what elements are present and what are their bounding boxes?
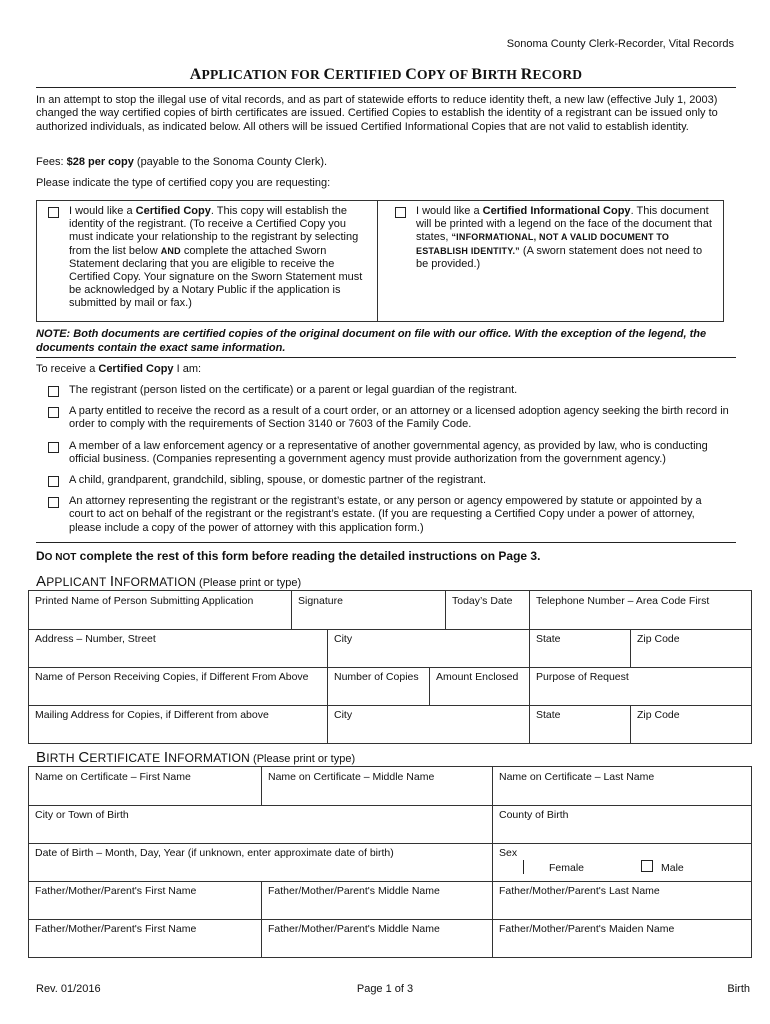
eligibility-checkbox[interactable] [48,407,59,418]
title-part: ECORD [532,67,583,82]
heading-part: NFORMATION [114,575,196,589]
eligibility-option-text: An attorney representing the registrant or the registrant’s estate, or any person or agency empowered by statute or appointed by a court to act on behalf of the registrant or the registrant’s estate. (If you are requesting a Certified Copy under a power of attorney, please include a copy of the power of attorney with this application form.) [69,495,702,534]
eligibility-option [69,405,729,432]
fees-line [36,156,736,169]
certified-copy-checkbox[interactable] [48,207,59,218]
title-part: OPY OF [417,67,472,82]
sex-label: Sex [499,847,518,859]
field-parent2-maiden-name[interactable]: Father/Mother/Parent's Maiden Name [492,919,751,957]
copy-type-divider [377,201,378,321]
informational-text2: (A sworn statement does not need to be provided.) [416,244,703,270]
revision-label: Rev. 01/2016 [36,983,101,995]
heading-paren: (Please print or type) [249,753,356,765]
field-sex [492,843,751,881]
do-not-d: D [36,549,45,563]
certified-and: AND [160,245,181,256]
eligibility-option-text: A child, grandparent, grandchild, sibling, spouse, or domestic partner of the registrant. [69,474,487,486]
heading-paren: (Please print or type) [195,577,302,589]
field-county-of-birth[interactable]: County of Birth [492,805,751,843]
field-amount-enclosed[interactable]: Amount Enclosed [429,667,529,705]
table-row [29,767,751,806]
title-letter: C [323,66,336,83]
informational-lead: I would like a [416,205,483,217]
certified-bold: Certified Copy [135,205,211,217]
applicant-section-heading [36,573,301,590]
form-type: Birth [727,983,750,995]
agency-name: Sonoma County Clerk-Recorder, Vital Records [506,38,734,50]
field-purpose[interactable]: Purpose of Request [529,667,751,705]
fees-suffix: (payable to the Sonoma County Clerk). [133,156,328,168]
eligibility-checkbox[interactable] [48,497,59,508]
field-address[interactable]: Address – Number, Street [35,633,156,645]
field-todays-date[interactable]: Today’s Date [445,591,529,629]
birth-section-heading [36,749,355,766]
field-parent2-first-name[interactable]: Father/Mother/Parent's First Name [35,923,197,935]
title-part: IRTH [482,67,521,82]
note-rule [36,357,736,358]
eligibility-suffix: I am: [173,363,202,375]
eligibility-checkbox[interactable] [48,476,59,487]
heading-letter: I [109,573,115,590]
title-letter: A [189,66,202,83]
eligibility-prefix: To receive a [36,363,99,375]
certified-text1: . This copy will establish the identity of the registrant. (To receive a Certified Copy you must indicate your relationship to the registrant by selecting from the list below [69,205,359,257]
fees-prefix: Fees: [36,156,67,168]
field-last-name[interactable]: Name on Certificate – Last Name [492,767,751,805]
title-part: PPLICATION FOR [201,67,324,82]
heading-letter: B [36,749,47,766]
field-mailing-address[interactable]: Mailing Address for Copies, if Different from above [35,709,269,721]
eligibility-intro [36,363,736,376]
heading-letter: C [78,749,90,766]
applicant-table [28,590,752,744]
table-row [29,705,751,743]
intro-paragraph: In an attempt to stop the illegal use of vital records, and as part of statewide efforts to reduce identity theft, a new law (effective July 1, 2003) changed the way certified copies of birth certificates are issued. Certified Copies to establish the identity of a registrant can be issued only to authorized individuals, as indicated below. All others will be issued Certified Informational Copies that are not valid to establish identity. [36,94,718,133]
birth-table [28,766,752,958]
field-parent2-middle-name[interactable]: Father/Mother/Parent's Middle Name [261,919,492,957]
certified-lead: I would like a [69,205,136,217]
sex-male-checkbox[interactable] [641,860,653,872]
table-row [29,667,751,706]
informational-bold: Certified Informational Copy [482,205,631,217]
heading-part: ERTIFICATE [89,751,164,765]
sex-female-label: Female [549,862,585,874]
heading-part: IRTH [46,751,79,765]
title-letter: C [405,66,418,83]
table-row [29,881,751,920]
field-signature[interactable]: Signature [291,591,445,629]
indicate-line: Please indicate the type of certified copy you are requesting: [36,177,331,189]
heading-letter: A [36,573,47,590]
field-zip[interactable]: Zip Code [630,629,751,667]
table-row [29,805,751,844]
field-mailing-zip[interactable]: Zip Code [630,705,751,743]
do-not-warning [36,549,540,563]
table-row [29,919,751,957]
certified-copy-option [69,205,371,311]
title-letter: R [520,66,533,83]
field-parent1-first-name[interactable]: Father/Mother/Parent's First Name [35,885,197,897]
eligibility-option [69,474,729,487]
informational-text1: . This document will be printed with a legend on the face of the document that states, [416,205,712,244]
title-rule [36,87,736,88]
heading-part: PPLICANT [46,575,110,589]
informational-copy-option [416,205,716,271]
field-mailing-city[interactable]: City [327,705,529,743]
eligibility-option [69,495,729,535]
title-part: ERTIFIED [335,67,406,82]
field-number-of-copies[interactable]: Number of Copies [327,667,429,705]
table-row [29,843,751,882]
eligibility-option-text: A member of a law enforcement agency or a representative of another governmental agency, as provided by law, who is conducting official business. (Companies representing a government agency must provide authorization from the government agency.) [69,440,708,466]
eligibility-option-text: The registrant (person listed on the certificate) or a parent or legal guardian of the registrant. [69,384,518,396]
field-telephone[interactable]: Telephone Number – Area Code First [529,591,751,629]
field-middle-name[interactable]: Name on Certificate – Middle Name [261,767,492,805]
table-row [29,591,751,630]
form-title [36,66,736,84]
table-row [29,629,751,668]
eligibility-rule [36,542,736,543]
certified-text2: complete the attached Sworn Statement declaring that you are eligible to receive the Certified Copy. Your signature on the Sworn Statement must be acknowledged by a Notary Public if the application is submitted by mail or fax.) [69,244,363,310]
eligibility-bold: Certified Copy [98,363,174,375]
informational-legend: “INFORMATIONAL, NOT A VALID DOCUMENT TO ESTABLISH IDENTITY.” [416,232,670,256]
heading-letter: I [163,749,169,766]
eligibility-checkbox[interactable] [48,386,59,397]
field-city-of-birth[interactable]: City or Town of Birth [35,809,129,821]
field-first-name[interactable]: Name on Certificate – First Name [35,771,191,783]
field-recipient-name[interactable]: Name of Person Receiving Copies, if Different From Above [35,671,309,683]
field-parent1-middle-name[interactable]: Father/Mother/Parent's Middle Name [261,881,492,919]
field-date-of-birth[interactable]: Date of Birth – Month, Day, Year (if unknown, enter approximate date of birth) [35,847,394,859]
do-not-rest: complete the rest of this form before reading the detailed instructions on Page 3. [76,549,541,563]
eligibility-option [69,440,729,467]
do-not-o-not: O NOT [44,552,77,563]
title-letter: B [471,66,483,83]
heading-part: NFORMATION [168,751,250,765]
eligibility-checkbox[interactable] [48,442,59,453]
eligibility-option [69,384,729,397]
field-mailing-state[interactable]: State [529,705,630,743]
eligibility-option-text: A party entitled to receive the record as a result of a court order, or an attorney or a licensed adoption agency seeking the birth record in order to comply with the requirements of Section 3140 or 7603 of the Family Code. [69,405,729,431]
field-state[interactable]: State [529,629,630,667]
sex-female-marker [523,860,524,874]
field-printed-name[interactable]: Printed Name of Person Submitting Application [35,595,254,607]
note-text: NOTE: Both documents are certified copies of the original document on file with our office. With the exception of the legend, the documents contain the exact same information. [36,328,707,354]
field-city[interactable]: City [327,629,529,667]
sex-male-label: Male [661,862,684,874]
field-parent1-last-name[interactable]: Father/Mother/Parent's Last Name [492,881,751,919]
informational-copy-checkbox[interactable] [395,207,406,218]
page-number: Page 1 of 3 [356,983,414,995]
fees-amount: $28 per copy [66,156,134,168]
